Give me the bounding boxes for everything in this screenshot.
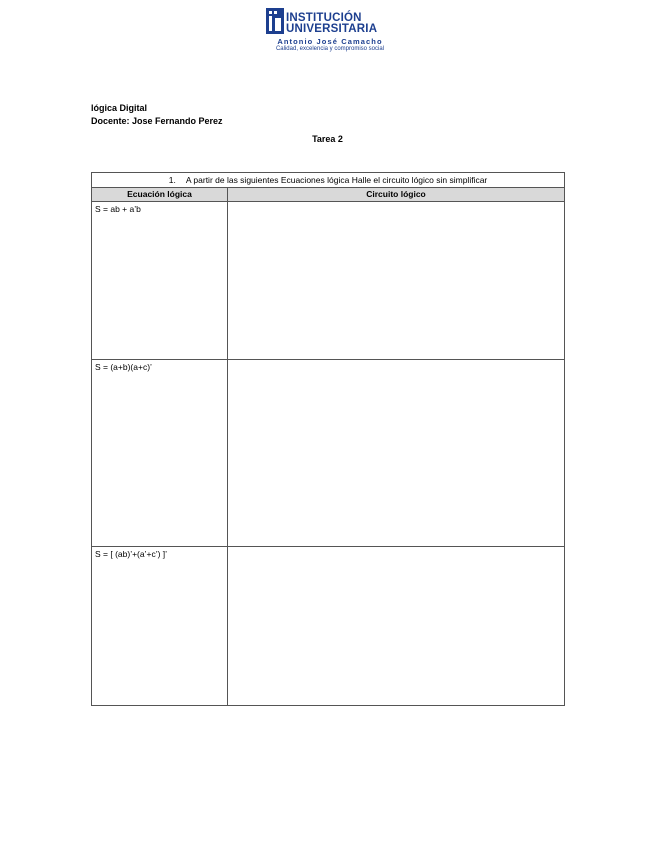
table-row <box>92 360 565 547</box>
table-row <box>92 202 565 360</box>
course-name: lógica Digital <box>91 103 148 113</box>
column-header-circuit: Circuito lógico <box>228 188 565 202</box>
logo-text-institucion: INSTITUCIÓN <box>286 12 362 24</box>
equation-cell: S = [ (ab)’+(a’+c’) ]’ <box>92 547 228 706</box>
equation-cell: S = (a+b)(a+c)’ <box>92 360 228 547</box>
equation-cell: S = ab + a’b <box>92 202 228 360</box>
teacher-name: Docente: Jose Fernando Perez <box>91 116 223 126</box>
table-row <box>92 547 565 706</box>
question-cell <box>92 173 565 188</box>
table-header-row <box>92 188 565 202</box>
circuit-answer-cell[interactable] <box>228 360 565 547</box>
circuit-answer-cell[interactable] <box>228 202 565 360</box>
question-number: 1. <box>168 175 176 185</box>
logo-text-name: Antonio José Camacho <box>277 37 383 46</box>
institution-logo-icon <box>266 8 284 34</box>
question-row <box>92 173 565 188</box>
logo-tagline: Calidad, excelencia y compromiso social <box>275 46 385 52</box>
institution-logo <box>255 8 405 58</box>
logo-text-universitaria: UNIVERSITARIA <box>286 23 378 35</box>
question-text: A partir de las siguientes Ecuaciones lógica Halle el circuito lógico sin simplificar <box>185 175 488 185</box>
column-header-equation: Ecuación lógica <box>92 188 228 202</box>
worksheet-table <box>91 172 565 706</box>
document-title: Tarea 2 <box>312 134 343 144</box>
circuit-answer-cell[interactable] <box>228 547 565 706</box>
